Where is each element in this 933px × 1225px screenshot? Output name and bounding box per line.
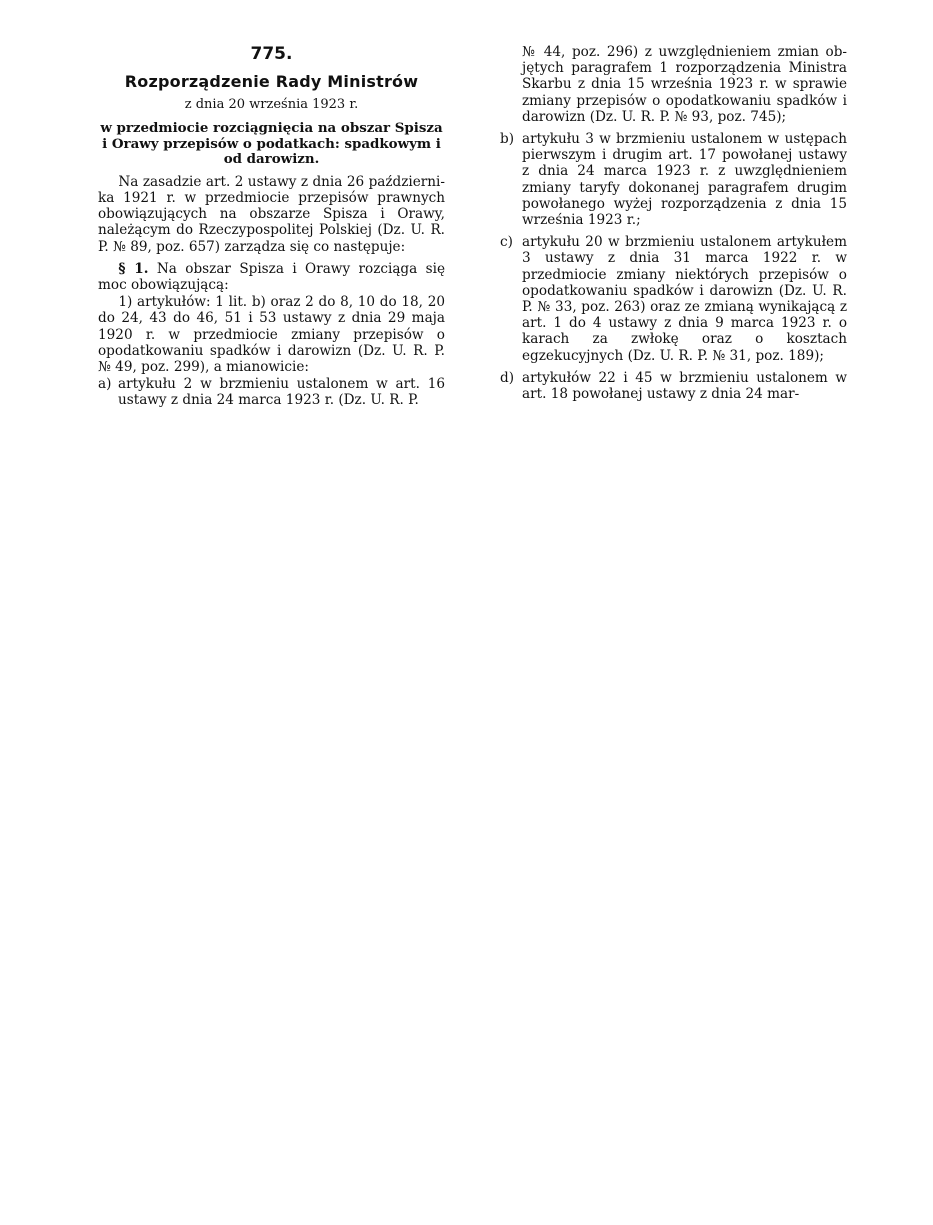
- item-b-label: b): [500, 131, 515, 148]
- item-c-text: artykułu 20 w brzmieniu ustalonem artykułem 3 ustawy z dnia 31 marca 1922 r. w przedmiocie zmiany niektórych przepisów o opodatkowaniu spadków i darowizn (Dz. U. R. P. № 33, poz. 263) oraz ze zmianą wynikającą z art. 1 do 4 ustawy z dnia 9 marca 1923 r. o karach za zwłokę oraz o kosztach egzekucyjnych (Dz. U. R. P. № 31, poz. 189);: [522, 234, 847, 364]
- item-d-label: d): [500, 369, 515, 386]
- list-item-b: [500, 131, 847, 228]
- section-text: Na obszar Spisza i Orawy rozciąga się moc obowiązującą:: [98, 260, 445, 293]
- section-1-paragraph: [98, 261, 445, 293]
- point-1-paragraph: 1) artykułów: 1 lit. b) oraz 2 do 8, 10 do 18, 20 do 24, 43 do 46, 51 i 53 ustawy z dnia 29 maja 1920 r. w przedmiocie zmiany przepisów o opodatkowaniu spadków i darowizn (Dz. U. R. P. № 49, poz. 299), a mianowicie:: [98, 294, 445, 376]
- act-date: z dnia 20 września 1923 r.: [184, 97, 359, 112]
- item-a-label: a): [98, 376, 112, 393]
- left-column: [98, 44, 445, 409]
- item-d-text: artykułów 22 i 45 w brzmieniu ustalonem w art. 18 powołanej ustawy z dnia 24 mar-: [522, 369, 847, 403]
- right-column: [500, 44, 847, 402]
- act-title: Rozporządzenie Rady Ministrów: [124, 72, 419, 91]
- item-a-text: artykułu 2 w brzmieniu ustalonem w art. 16 ustawy z dnia 24 marca 1923 r. (Dz. U. R. P.: [118, 376, 445, 409]
- item-c-label: c): [500, 234, 513, 251]
- list-item-c: [500, 234, 847, 364]
- act-subject: w przedmiocie rozciągnięcia na obszar Spisza i Orawy przepisów o podatkach: spadkowym i od darowizn.: [100, 120, 443, 168]
- act-number: 775.: [250, 44, 293, 64]
- preamble-paragraph: Na zasadzie art. 2 ustawy z dnia 26 października 1921 r. w przedmiocie przepisów prawnych obowiązujących na obszarze Spisza i Orawy, należącym do Rzeczypospolitej Polskiej (Dz. U. R. P. № 89, poz. 657) zarządza się co następuje:: [98, 173, 445, 255]
- section-label: § 1.: [118, 260, 149, 277]
- item-b-text: artykułu 3 w brzmieniu ustalonem w ustępach pierwszym i drugim art. 17 powołanej ustawy z dnia 24 marca 1923 r. z uwzględnieniem zmiany taryfy dokonanej paragrafem drugim powołanego wyżej rozporządzenia z dnia 15 września 1923 r.;: [522, 131, 847, 229]
- list-item-d: [500, 370, 847, 402]
- list-item-a: [98, 376, 445, 408]
- item-a-continuation: № 44, poz. 296) z uwzględnieniem zmian objętych paragrafem 1 rozporządzenia Ministra Skarbu z dnia 15 września 1923 r. w sprawie zmiany przepisów o opodatkowaniu spadków i darowizn (Dz. U. R. P. № 93, poz. 745);: [522, 44, 847, 125]
